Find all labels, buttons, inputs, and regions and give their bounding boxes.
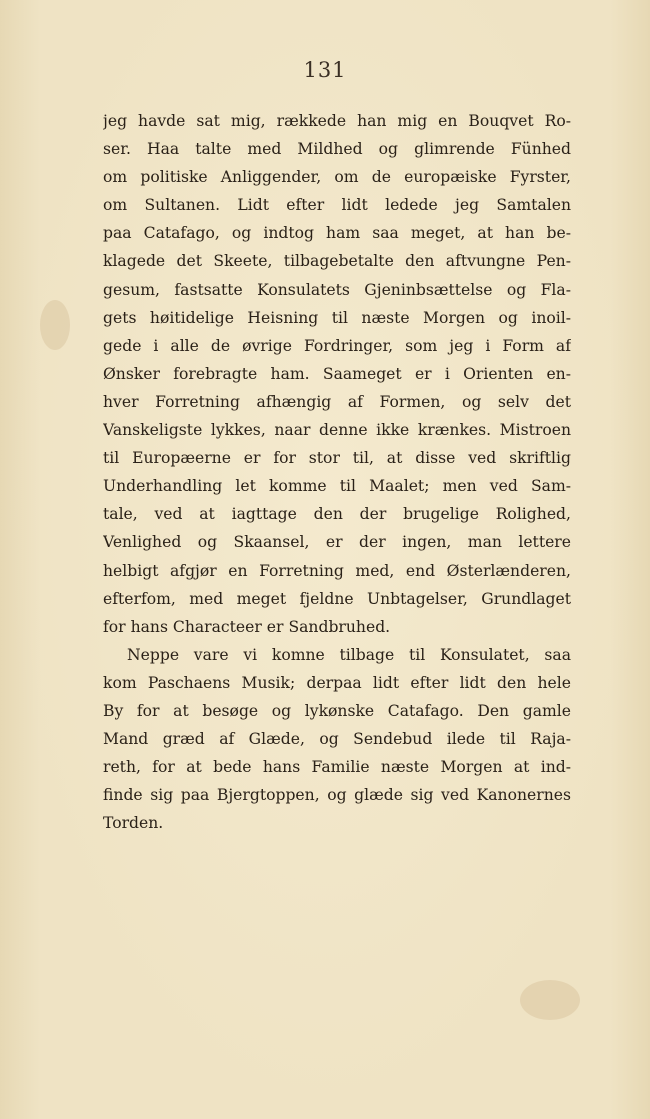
text-line: Ønsker forebragte ham. Saameget er i Orienten en-	[103, 364, 571, 383]
text-line: for hans Characteer er Sandbruhed.	[103, 617, 391, 636]
page-number: 131	[303, 58, 347, 82]
text-line: kom Paschaens Musik; derpaa lidt efter lidt den hele	[103, 673, 571, 692]
text-line: om politiske Anliggender, om de europæiske Fyrster,	[103, 168, 571, 187]
text-line: tale, ved at iagttage den der brugelige Rolighed,	[103, 505, 571, 524]
text-line: til Europæerne er for stor til, at disse ved skriftlig	[103, 449, 571, 468]
body-text	[103, 107, 571, 837]
text-line: gets høitidelige Heisning til næste Morgen og inoil-	[103, 308, 571, 327]
text-line: Torden.	[103, 814, 164, 833]
text-line: Mand græd af Glæde, og Sendebud ilede til Raja-	[103, 730, 571, 749]
text-line: gede i alle de øvrige Fordringer, som jeg i Form af	[103, 336, 571, 355]
text-line: finde sig paa Bjergtoppen, og glæde sig ved Kanonernes	[103, 786, 571, 805]
text-line: hver Forretning afhængig af Formen, og selv det	[103, 392, 571, 411]
text-line: Neppe vare vi komne tilbage til Konsulatet, saa	[127, 645, 571, 664]
text-line: Venlighed og Skaansel, er der ingen, man lettere	[103, 533, 571, 552]
text-line: gesum, fastsatte Konsulatets Gjeninbsættelse og Fla-	[103, 280, 571, 299]
text-line: om Sultanen. Lidt efter lidt ledede jeg Samtalen	[103, 196, 571, 215]
paper-stain	[520, 980, 580, 1020]
paragraph-1	[103, 107, 571, 641]
text-line: ser. Haa talte med Mildhed og glimrende Fünhed	[103, 140, 571, 159]
text-line: Vanskeligste lykkes, naar denne ikke krænkes. Mistroen	[103, 421, 571, 440]
text-line: jeg havde sat mig, rækkede han mig en Bouqvet Ro-	[103, 112, 571, 130]
text-line: paa Catafago, og indtog ham saa meget, at han be-	[103, 224, 571, 243]
text-line: By for at besøge og lykønske Catafago. Den gamle	[103, 701, 571, 720]
text-line: klagede det Skeete, tilbagebetalte den aftvungne Pen-	[103, 252, 571, 271]
text-line: Underhandling let komme til Maalet; men ved Sam-	[103, 477, 571, 496]
text-line: efterfom, med meget fjeldne Unbtagelser, Grundlaget	[103, 589, 571, 608]
text-line: reth, for at bede hans Familie næste Morgen at ind-	[103, 758, 571, 777]
paper-stain	[40, 300, 70, 350]
paragraph-2	[103, 641, 571, 838]
text-line: helbigt afgjør en Forretning med, end Østerlænderen,	[103, 561, 571, 580]
